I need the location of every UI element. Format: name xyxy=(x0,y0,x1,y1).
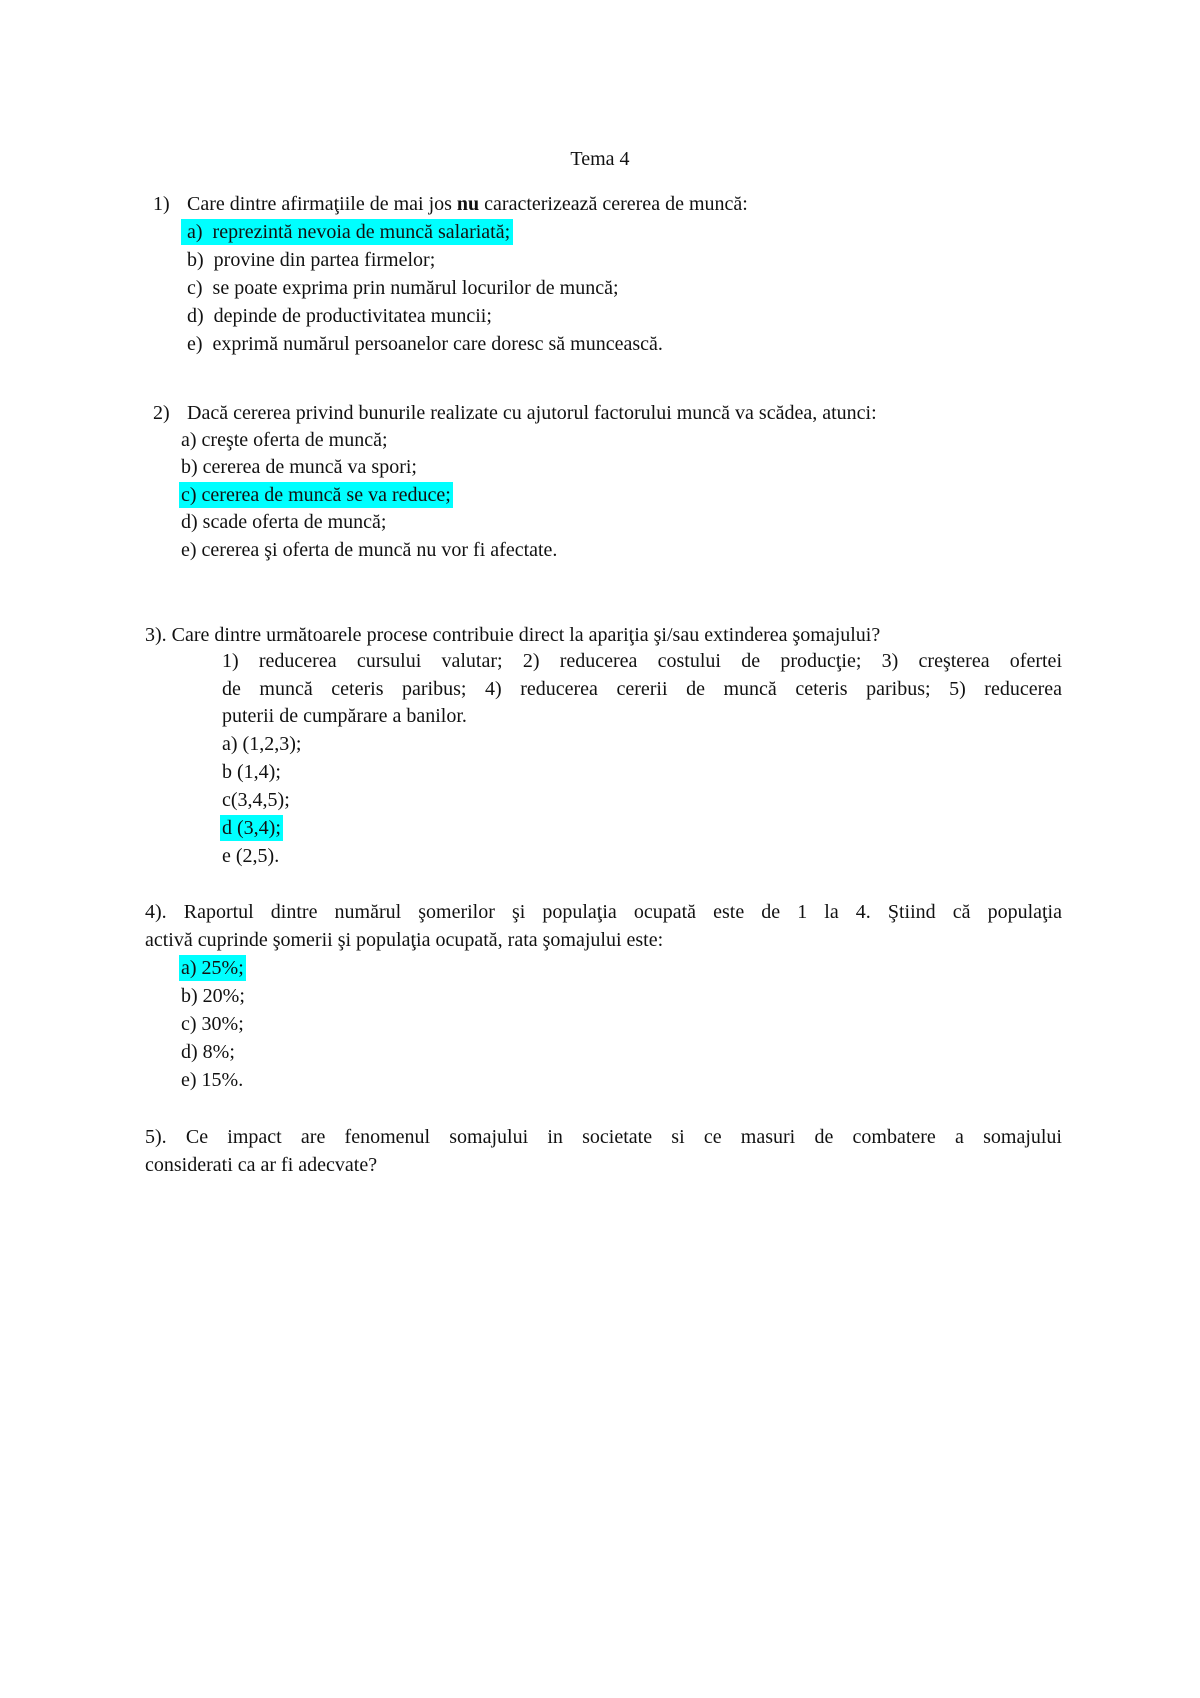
q4-stem xyxy=(145,899,1062,954)
document-title: Tema 4 xyxy=(570,148,630,170)
q3-process-line: de muncă ceteris paribus; 4) reducerea cererii de muncă ceteris paribus; 5) reducerea xyxy=(222,677,1062,700)
q1-option-b-text: provine din partea firmelor; xyxy=(213,249,436,271)
q1-option-c-letter: c) xyxy=(187,277,203,299)
q3-process-line: puterii de cumpărare a banilor. xyxy=(222,705,467,727)
q1-option-b xyxy=(187,247,435,273)
q3-process-line: 1) reducerea cursului valutar; 2) reducerea costului de producţie; 3) creşterea ofertei xyxy=(222,650,1062,672)
q1-option-e xyxy=(187,331,663,357)
q4-stem-line: activă cuprinde şomerii şi populaţia ocupată, rata şomajului este: xyxy=(145,928,664,951)
q4-option-a: a) 25%; xyxy=(181,957,244,979)
q1-option-e-text: exprimă numărul persoanelor care doresc să muncească. xyxy=(212,333,663,355)
q4-stem-line: 4). Raportul dintre numărul şomerilor şi populaţia ocupată este de 1 la 4. Ştiind că populaţia xyxy=(145,901,1062,923)
q1-stem-bold: nu xyxy=(456,193,480,215)
q1-option-d xyxy=(187,303,492,329)
q1-option-a-letter: a) xyxy=(187,221,203,243)
q1-option-c xyxy=(187,275,619,301)
q1-option-a xyxy=(181,219,513,245)
q1-option-c-text: se poate exprima prin numărul locurilor de muncă; xyxy=(212,277,619,299)
q2-number: 2) xyxy=(153,402,170,424)
q3-option-a: a) (1,2,3); xyxy=(222,733,302,755)
q3-option-d: d (3,4); xyxy=(222,817,281,839)
q3-option-b: b (1,4); xyxy=(222,761,281,783)
q2-option-e: e) cererea şi oferta de muncă nu vor fi afectate. xyxy=(181,539,558,561)
q2-option-b: b) cererea de muncă va spori; xyxy=(181,456,417,478)
q5-stem-line: considerati ca ar fi adecvate? xyxy=(145,1153,378,1176)
q4-option-c: c) 30%; xyxy=(181,1013,244,1035)
q5-stem xyxy=(145,1124,1062,1179)
q3-stem: 3). Care dintre următoarele procese contribuie direct la apariţia şi/sau extinderea şomajului? xyxy=(145,624,881,646)
q1-number: 1) xyxy=(153,193,170,215)
q1-option-d-text: depinde de productivitatea muncii; xyxy=(213,305,492,327)
q3-option-e: e (2,5). xyxy=(222,845,280,867)
q1-option-b-letter: b) xyxy=(187,249,204,271)
q3-process-list xyxy=(222,648,1062,731)
q5-stem-line: 5). Ce impact are fenomenul somajului in societate si ce masuri de combatere a somajului xyxy=(145,1126,1062,1148)
q3-option-c: c(3,4,5); xyxy=(222,789,290,811)
q2-option-a: a) creşte oferta de muncă; xyxy=(181,429,388,451)
q1-stem-after: caracterizează cererea de muncă: xyxy=(479,193,748,215)
q4-option-e: e) 15%. xyxy=(181,1069,244,1091)
q4-option-d: d) 8%; xyxy=(181,1041,235,1063)
q1-stem-before: Care dintre afirmaţiile de mai jos xyxy=(187,193,457,215)
q1-option-a-text: reprezintă nevoia de muncă salariată; xyxy=(212,221,511,243)
q2-stem: Dacă cererea privind bunurile realizate cu ajutorul factorului muncă va scădea, atunci: xyxy=(187,402,877,424)
q4-option-b: b) 20%; xyxy=(181,985,245,1007)
q1-option-e-letter: e) xyxy=(187,333,203,355)
q2-option-c: c) cererea de muncă se va reduce; xyxy=(181,484,451,506)
q1-stem xyxy=(187,191,748,217)
q1-option-d-letter: d) xyxy=(187,305,204,327)
q2-option-d: d) scade oferta de muncă; xyxy=(181,511,387,533)
